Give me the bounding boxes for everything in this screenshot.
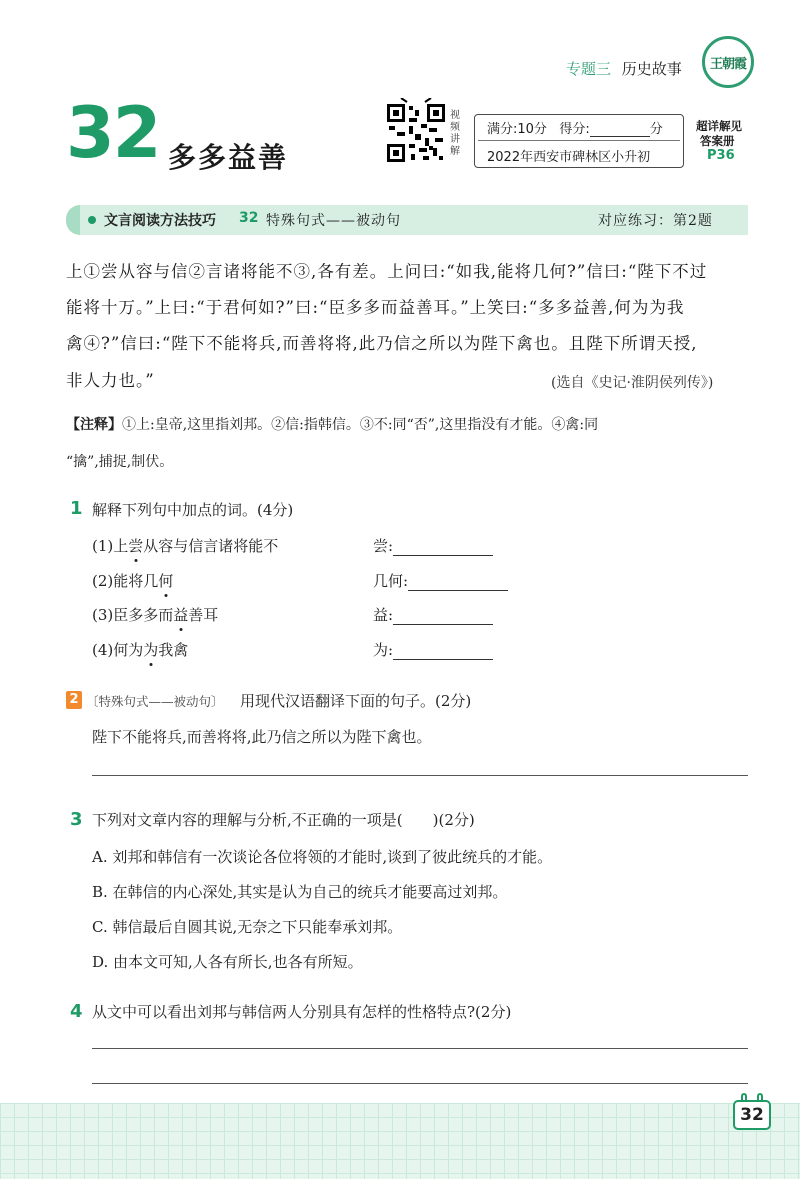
q2-sentence: 陛下不能将兵,而善将将,此乃信之所以为陛下禽也。 <box>92 728 432 746</box>
q3-text: 下列对文章内容的理解与分析,不正确的一项是( )(2分) <box>92 811 475 829</box>
q1-answer: 为: <box>373 639 493 660</box>
passage-line: 上①尝从容与信②言诸将能不③,各有差。上问曰:“如我,能将几何?”信曰:“陛下不过 <box>66 262 708 281</box>
answer-blank[interactable] <box>393 541 493 556</box>
q1-item: (3)臣多多而益善耳 <box>92 606 219 624</box>
method-dot-icon <box>88 216 96 224</box>
q1-item: (4)何为为我禽 <box>92 641 189 659</box>
q1-number: 1 <box>70 498 83 519</box>
q2-tag: 〔特殊句式——被动句〕 <box>86 694 224 709</box>
notes-line: “擒”,捕捉,制伏。 <box>66 454 174 470</box>
q4-number: 4 <box>70 1001 83 1022</box>
qr-side-label <box>450 110 464 158</box>
score-input[interactable] <box>590 124 650 137</box>
page-number: 32 <box>733 1100 771 1130</box>
q1-answer: 几何: <box>373 570 508 591</box>
score-got-label: 得分: <box>559 122 590 137</box>
logo-text: 王朝霞 <box>709 56 746 72</box>
q3-option-c[interactable]: C. 韩信最后自圆其说,无奈之下只能奉承刘邦。 <box>92 918 403 936</box>
q4-text: 从文中可以看出刘邦与韩信两人分别具有怎样的性格特点?(2分) <box>92 1003 512 1021</box>
answer-line[interactable] <box>92 1048 748 1049</box>
topic-header <box>566 58 682 79</box>
q3-option-a[interactable]: A. 刘邦和韩信有一次谈论各位将领的才能时,谈到了彼此统兵的才能。 <box>92 848 553 866</box>
answer-ref-line: 答案册 <box>700 134 735 148</box>
answer-ref-line: 超详解见 <box>696 119 742 133</box>
q2-number: 2 <box>66 691 82 709</box>
q3-option-b[interactable]: B. 在韩信的内心深处,其实是认为自己的统兵才能要高过刘邦。 <box>92 883 508 901</box>
passage-line: 禽④?”信曰:“陛下不能将兵,而善将将,此乃信之所以为陛下禽也。且陛下所谓天授, <box>66 334 698 353</box>
answer-blank[interactable] <box>408 576 508 591</box>
brand-logo <box>702 36 754 88</box>
q3-option-d[interactable]: D. 由本文可知,人各有所长,也各有所短。 <box>92 953 363 971</box>
passage-line: 非人力也。” <box>66 371 155 390</box>
q1-answer: 尝: <box>373 535 493 556</box>
passage-source: (选自《史记·淮阴侯列传》) <box>551 375 714 391</box>
lesson-title: 多多益善 <box>168 141 289 174</box>
qr-side-char: 视 <box>450 110 460 121</box>
notes-line <box>66 414 598 434</box>
footer-grid <box>0 1103 800 1179</box>
q1-item: (2)能将几何 <box>92 572 174 590</box>
score-line <box>487 118 663 137</box>
topic-label: 专题三 <box>566 60 612 78</box>
q1-item: (1)上尝从容与信言诸将能不 <box>92 537 279 555</box>
answer-blank[interactable] <box>393 610 493 625</box>
full-score: 满分:10分 <box>487 122 547 137</box>
exam-source: 2022年西安市碑林区小升初 <box>487 150 651 165</box>
notes-label: 【注释】 <box>66 417 122 433</box>
qr-side-char: 频 <box>450 122 460 133</box>
score-divider <box>478 140 680 141</box>
q1-answer: 益: <box>373 604 493 625</box>
q3-number: 3 <box>70 809 83 830</box>
topic-name: 历史故事 <box>621 60 682 78</box>
method-title: 文言阅读方法技巧 <box>104 213 216 229</box>
answer-blank[interactable] <box>393 645 493 660</box>
q2-text: 用现代汉语翻译下面的句子。(2分) <box>240 692 472 710</box>
passage-line: 能将十万。”上曰:“于君何如?”曰:“臣多多而益善耳。”上笑曰:“多多益善,何为为我 <box>66 298 685 317</box>
notes-text: ①上:皇帝,这里指刘邦。②信:指韩信。③不:同“否”,这里指没有才能。④禽:同 <box>122 417 599 433</box>
lesson-number: 32 <box>66 92 160 174</box>
q1-text: 解释下列句中加点的词。(4分) <box>92 501 294 519</box>
score-unit: 分 <box>649 122 663 137</box>
qr-side-char: 解 <box>450 146 460 157</box>
answer-line[interactable] <box>92 1083 748 1084</box>
method-practice: 对应练习：第2题 <box>598 213 713 229</box>
answer-ref-page: P36 <box>707 148 735 163</box>
method-topic: 特殊句式——被动句 <box>266 213 401 229</box>
qr-code-icon[interactable] <box>385 98 447 164</box>
method-number: 32 <box>239 210 259 226</box>
qr-side-char: 讲 <box>450 134 460 145</box>
answer-line[interactable] <box>92 775 748 776</box>
